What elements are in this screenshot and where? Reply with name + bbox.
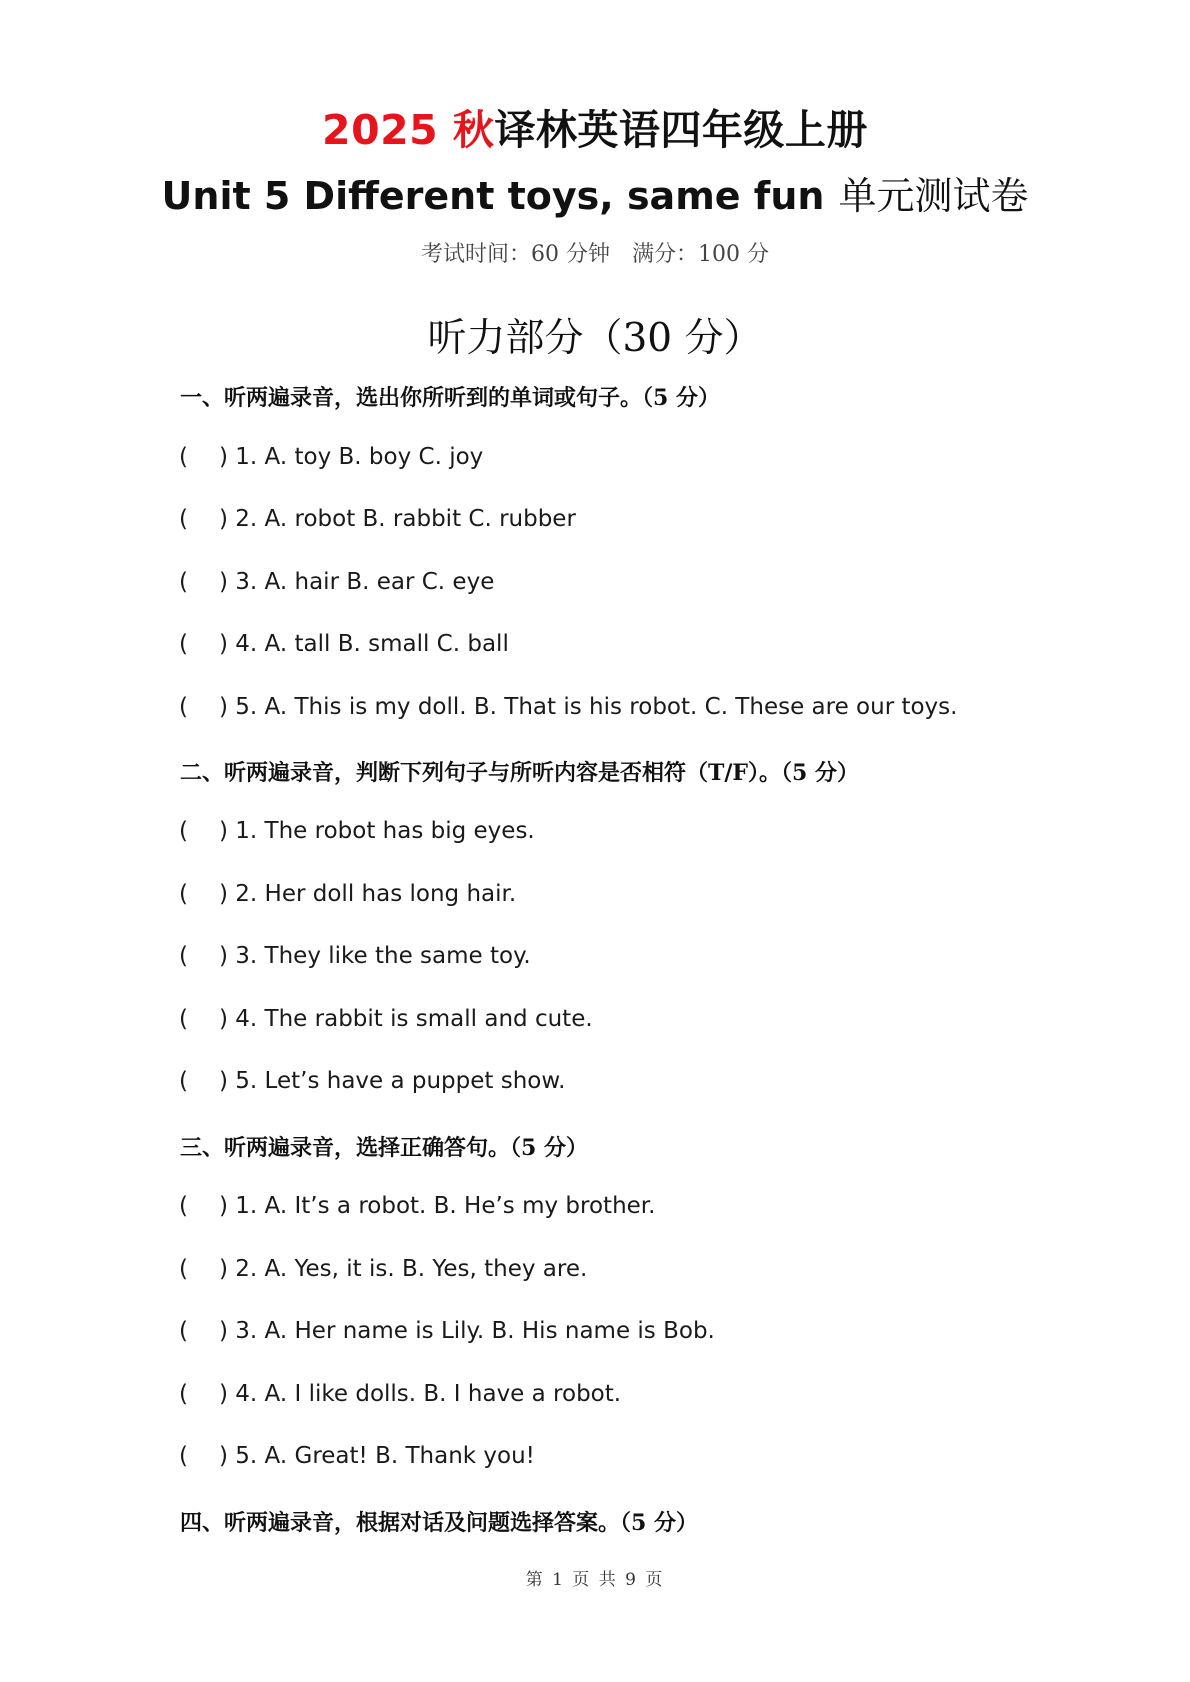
answer-paren-open: ( (179, 631, 188, 657)
question-item (179, 444, 483, 470)
question-item (179, 694, 957, 720)
page-footer: 第 1 页 共 9 页 (525, 1570, 665, 1590)
question-item (179, 631, 509, 657)
answer-paren-open: ( (179, 694, 188, 720)
answer-paren-close: ) (219, 1443, 228, 1469)
answer-paren-open: ( (179, 1318, 188, 1344)
answer-paren-close: ) (219, 569, 228, 595)
question-text: 3. They like the same toy. (235, 943, 531, 969)
question-text: 5. A. This is my doll. B. That is his robot. C. These are our toys. (235, 694, 958, 720)
question-text: 5. A. Great! B. Thank you! (235, 1443, 535, 1469)
section-title-3: 三、听两遍录音，选择正确答句。（5 分） (180, 1135, 588, 1161)
question-item (179, 881, 516, 907)
answer-paren-open: ( (179, 1068, 188, 1094)
question-text: 5. Let’s have a puppet show. (235, 1068, 566, 1094)
answer-paren-close: ) (219, 1068, 228, 1094)
answer-paren-open: ( (179, 444, 188, 470)
unit-title-suffix: 单元测试卷 (838, 174, 1029, 218)
answer-paren-open: ( (179, 506, 188, 532)
question-text: 1. A. toy B. boy C. joy (235, 444, 484, 470)
question-item (179, 1193, 655, 1219)
answer-paren-open: ( (179, 1381, 188, 1407)
answer-paren-open: ( (179, 881, 188, 907)
unit-title (0, 165, 1190, 220)
question-item (179, 1443, 535, 1469)
answer-paren-open: ( (179, 1443, 188, 1469)
document-title (0, 97, 1190, 156)
question-text: 2. Her doll has long hair. (235, 881, 517, 907)
answer-paren-open: ( (179, 818, 188, 844)
question-text: 4. A. I like dolls. B. I have a robot. (235, 1381, 622, 1407)
answer-paren-open: ( (179, 1006, 188, 1032)
exam-time: 考试时间：60 分钟 (421, 242, 610, 267)
answer-paren-close: ) (219, 1318, 228, 1344)
question-item (179, 1381, 621, 1407)
question-item (179, 943, 531, 969)
answer-paren-close: ) (219, 818, 228, 844)
question-item (179, 1068, 565, 1094)
question-item (179, 1256, 587, 1282)
answer-paren-close: ) (219, 1006, 228, 1032)
answer-paren-open: ( (179, 1193, 188, 1219)
answer-paren-close: ) (219, 444, 228, 470)
question-text: 3. A. Her name is Lily. B. His name is Bob. (235, 1318, 715, 1344)
question-text: 1. A. It’s a robot. B. He’s my brother. (235, 1193, 656, 1219)
answer-paren-close: ) (219, 881, 228, 907)
question-text: 1. The robot has big eyes. (235, 818, 535, 844)
question-item (179, 818, 535, 844)
section-title-4: 四、听两遍录音，根据对话及问题选择答案。（5 分） (180, 1510, 698, 1536)
answer-paren-close: ) (219, 1256, 228, 1282)
question-item (179, 569, 494, 595)
section-title-2: 二、听两遍录音，判断下列句子与所听内容是否相符（T/F）。（5 分） (180, 760, 859, 786)
full-score: 满分：100 分 (632, 242, 769, 267)
section-title-1: 一、听两遍录音，选出你所听到的单词或句子。（5 分） (180, 385, 720, 411)
question-item (179, 1318, 715, 1344)
part-title: 听力部分（30 分） (427, 316, 763, 361)
answer-paren-close: ) (219, 506, 228, 532)
unit-title-english: Unit 5 Different toys, same fun (161, 174, 825, 218)
answer-paren-open: ( (179, 569, 188, 595)
answer-paren-close: ) (219, 943, 228, 969)
answer-paren-close: ) (219, 1381, 228, 1407)
answer-paren-open: ( (179, 1256, 188, 1282)
question-item (179, 506, 576, 532)
answer-paren-close: ) (219, 694, 228, 720)
answer-paren-close: ) (219, 631, 228, 657)
question-text: 4. A. tall B. small C. ball (235, 631, 509, 657)
exam-info (0, 237, 1190, 268)
question-item (179, 1006, 593, 1032)
question-text: 2. A. Yes, it is. B. Yes, they are. (235, 1256, 588, 1282)
question-text: 4. The rabbit is small and cute. (235, 1006, 593, 1032)
answer-paren-open: ( (179, 943, 188, 969)
question-text: 3. A. hair B. ear C. eye (235, 569, 495, 595)
title-main: 译林英语四年级上册 (494, 106, 868, 154)
title-year: 2025 秋 (322, 106, 495, 154)
answer-paren-close: ) (219, 1193, 228, 1219)
question-text: 2. A. robot B. rabbit C. rubber (235, 506, 576, 532)
